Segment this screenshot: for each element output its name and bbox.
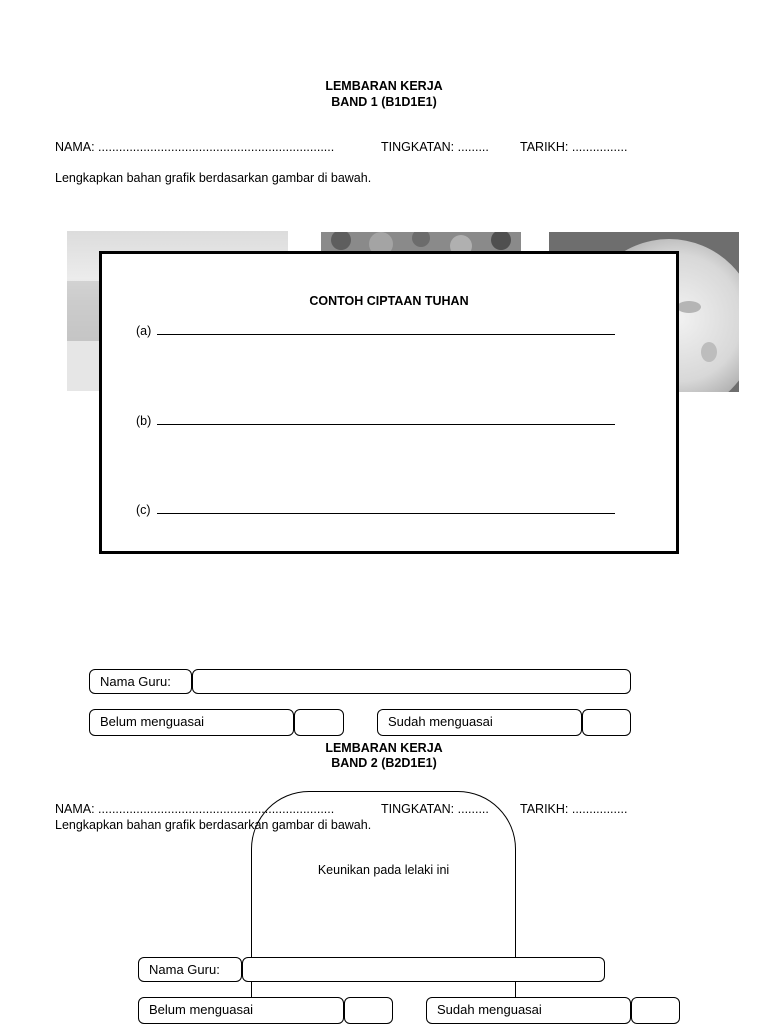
nama-guru-label-box — [89, 669, 192, 694]
sheet2-title: LEMBARAN KERJA — [325, 741, 443, 755]
answer-label-a: (a) — [136, 324, 152, 338]
answer-line-a[interactable] — [136, 324, 615, 338]
sudah-menguasai-label-2: Sudah menguasai — [437, 1002, 542, 1017]
belum-menguasai-label: Belum menguasai — [100, 714, 205, 729]
sudah-menguasai-checkbox[interactable] — [582, 709, 631, 736]
arch-text: Keunikan pada lelaki ini — [317, 863, 450, 877]
answer-box-heading: CONTOH CIPTAAN TUHAN — [309, 294, 469, 308]
belum-menguasai-label-2: Belum menguasai — [149, 1002, 254, 1017]
sheet2-tarikh-field: TARIKH: ................ — [520, 802, 628, 816]
belum-menguasai-checkbox[interactable] — [294, 709, 344, 736]
sudah-menguasai-label-box — [377, 709, 582, 736]
nama-guru-input[interactable] — [192, 669, 631, 694]
belum-menguasai-label-box-2 — [138, 997, 344, 1024]
sudah-menguasai-label-box-2 — [426, 997, 631, 1024]
belum-menguasai-checkbox-2[interactable] — [344, 997, 393, 1024]
answer-label-c: (c) — [136, 503, 151, 517]
answer-line-c[interactable] — [136, 503, 615, 517]
sheet2-instruction: Lengkapkan bahan grafik berdasarkan gambar di bawah. — [55, 818, 372, 832]
sheet2-tingkatan-field: TINGKATAN: ......... — [381, 802, 489, 816]
belum-menguasai-label-box — [89, 709, 294, 736]
sudah-menguasai-label: Sudah menguasai — [388, 714, 493, 729]
nama-guru-label: Nama Guru: — [100, 674, 171, 689]
arch-shape — [251, 791, 516, 1024]
sheet1-subtitle: BAND 1 (B1D1E1) — [331, 95, 437, 109]
answer-box — [99, 251, 679, 554]
answer-line-b[interactable] — [136, 414, 615, 428]
sheet1-title: LEMBARAN KERJA — [325, 79, 443, 93]
sheet1-tingkatan-field: TINGKATAN: ......... — [381, 140, 489, 154]
sheet1-nama-field: NAMA: .................................................................... — [55, 140, 335, 154]
sheet1-tarikh-field: TARIKH: ................ — [520, 140, 628, 154]
sheet2-nama-field: NAMA: .................................................................... — [55, 802, 335, 816]
nama-guru-label-2: Nama Guru: — [149, 962, 220, 977]
sudah-menguasai-checkbox-2[interactable] — [631, 997, 680, 1024]
nama-guru-label-box-2 — [138, 957, 242, 982]
nama-guru-input-2[interactable] — [242, 957, 605, 982]
answer-label-b: (b) — [136, 414, 152, 428]
sheet1-instruction: Lengkapkan bahan grafik berdasarkan gambar di bawah. — [55, 171, 372, 185]
sheet2-subtitle: BAND 2 (B2D1E1) — [331, 756, 437, 770]
